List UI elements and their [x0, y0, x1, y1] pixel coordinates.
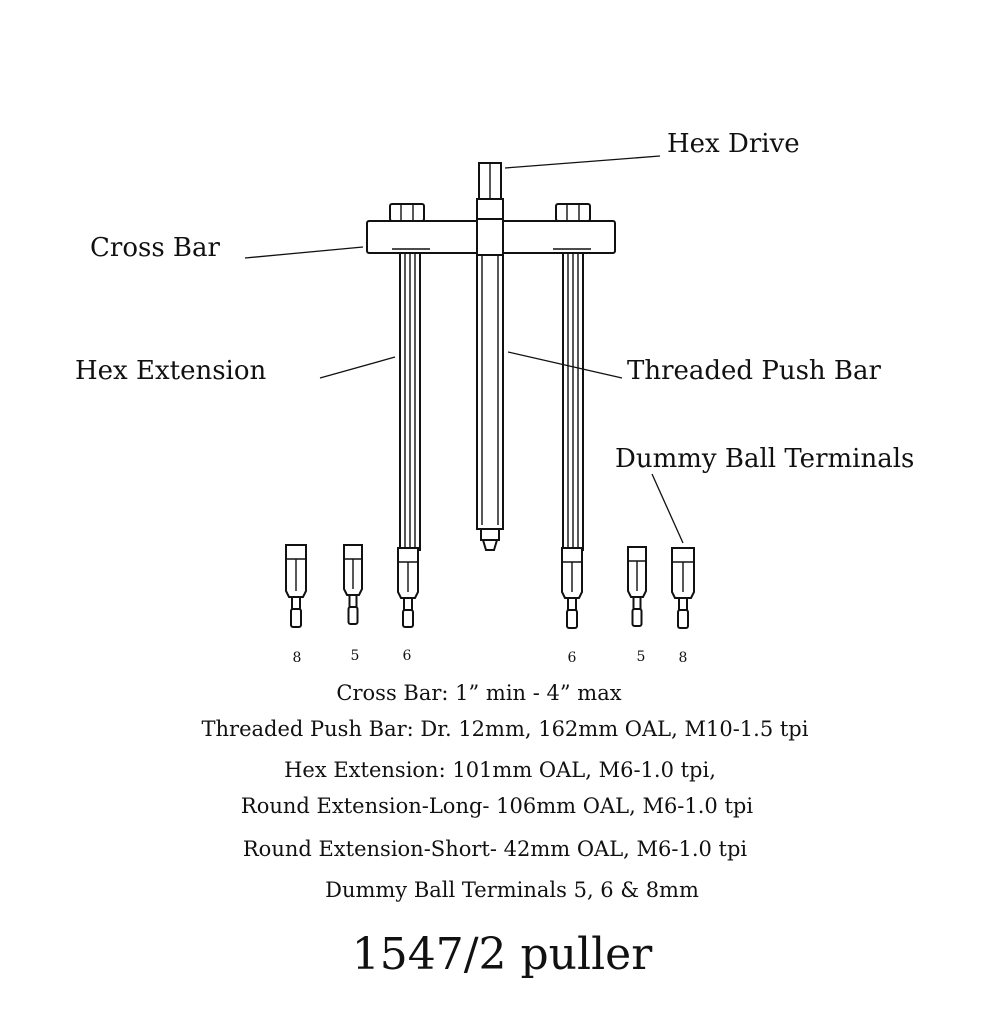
- left-nut: [390, 204, 424, 221]
- terminal-part: [672, 548, 694, 628]
- terminal-part: [344, 545, 362, 624]
- spec-round-extension-long: Round Extension-Long- 106mm OAL, M6-1.0 tpi: [240, 794, 754, 818]
- terminal-size-label: 5: [350, 648, 360, 664]
- right-hex-extension: [563, 250, 583, 550]
- terminal-size-label: 8: [678, 650, 688, 666]
- terminal-size-label: 8: [292, 650, 302, 666]
- leader-lines: [245, 156, 683, 543]
- terminal-size-label: 6: [402, 648, 412, 664]
- terminal-size-label: 6: [567, 650, 577, 666]
- terminal-part: [562, 548, 582, 628]
- push-bar-tip: [483, 540, 497, 550]
- terminal-size-label: 5: [636, 649, 646, 665]
- dummy-ball-terminals: [286, 545, 694, 628]
- label-cross-bar: Cross Bar: [90, 233, 220, 263]
- label-threaded-push-bar: Threaded Push Bar: [627, 356, 881, 386]
- spec-cross-bar: Cross Bar: 1” min - 4” max: [336, 681, 622, 705]
- terminal-part: [398, 548, 418, 627]
- spec-dummy-ball-terminals: Dummy Ball Terminals 5, 6 & 8mm: [325, 878, 699, 902]
- spec-threaded-push-bar: Threaded Push Bar: Dr. 12mm, 162mm OAL, M10-1.5 tpi: [201, 717, 809, 741]
- spec-hex-extension: Hex Extension: 101mm OAL, M6-1.0 tpi,: [284, 758, 716, 782]
- product-title: 1547/2 puller: [351, 929, 653, 980]
- terminal-part: [286, 545, 306, 627]
- label-hex-drive: Hex Drive: [667, 129, 800, 159]
- spec-round-extension-short: Round Extension-Short- 42mm OAL, M6-1.0 tpi: [242, 837, 748, 861]
- label-dummy-ball-terminals: Dummy Ball Terminals: [615, 444, 915, 474]
- left-hex-extension: [400, 250, 420, 550]
- label-hex-extension: Hex Extension: [75, 356, 267, 386]
- right-nut: [556, 204, 590, 221]
- terminal-part: [628, 547, 646, 626]
